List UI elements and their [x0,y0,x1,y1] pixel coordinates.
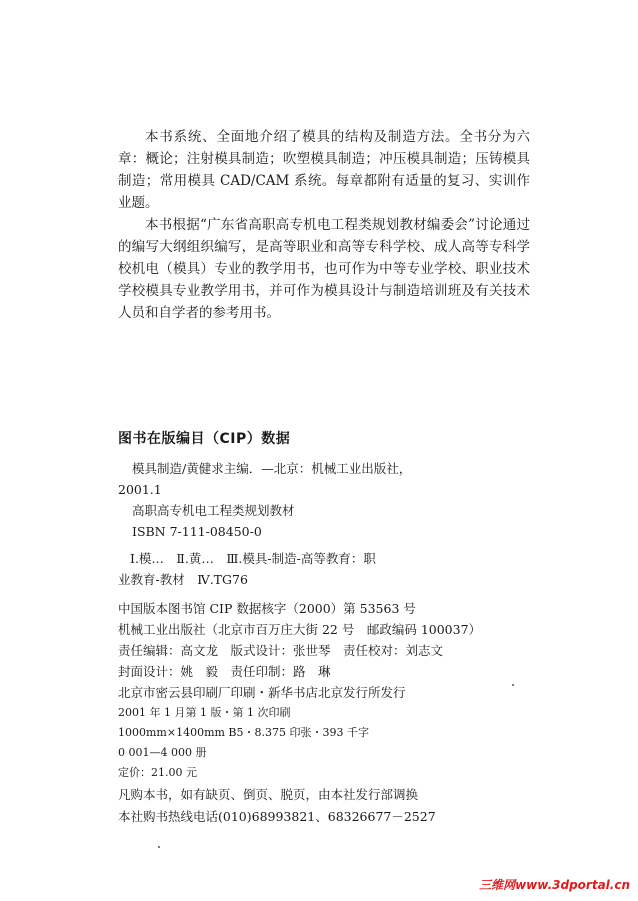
abstract-paragraph-2: 本书根据“广东省高职高专机电工程类规划教材编委会”讨论通过的编写大纲组织编写，是高等职业和高等专科学校、成人高等专科学校机电（模具）专业的教学用书，也可作为中等专业学校、职业技术学校模具专业教学用书，并可作为模具设计与制造培训班及有关技术人员和自学者的参考用书。 [118,217,530,321]
printer: 北京市密云县印刷厂印刷・新华书店北京发行所发行 [118,685,406,700]
abstract-paragraph-1: 本书系统、全面地介绍了模具的结构及制造方法。全书分为六章：概论；注射模具制造；吹塑模具制造；冲压模具制造；压铸模具制造；常用模具 CAD/CAM 系统。每章都附有适量的复习、实训作业题。 [118,129,530,211]
cip-entry [118,458,518,542]
publication-info [118,598,518,783]
cip-entry-line-1: 模具制造/黄健求主编．—北京：机械工业出版社， [132,461,412,476]
scan-speck [512,684,514,686]
cip-entry-series: 高职高专机电工程类规划教材 [132,503,295,518]
price: 定价：21.00 元 [118,766,197,779]
cip-title: 图书在版编目（CIP）数据 [118,431,291,447]
cip-entry-line-2: 2001.1 [118,482,162,497]
cip-class-line-2: 业教育-教材 Ⅳ.TG76 [118,572,248,587]
cover-designer: 封面设计：姚 毅 责任印制：路 琳 [118,664,331,679]
format: 1000mm×1400mm B5・8.375 印张・393 千字 [118,726,369,739]
abstract [118,126,530,324]
edition: 2001 年 1 月第 1 版・第 1 次印刷 [118,706,291,719]
purchase-notice [118,784,518,828]
purchase-line-2: 本社购书热线电话(010)68993821、68326677－2527 [118,809,436,824]
purchase-line-1: 凡购本书，如有缺页、倒页、脱页，由本社发行部调换 [118,787,419,802]
print-run: 0 001—4 000 册 [118,746,207,759]
editors: 责任编辑：高文龙 版式设计：张世琴 责任校对：刘志文 [118,643,444,658]
publisher: 机械工业出版社（北京市百万庄大街 22 号 邮政编码 100037） [118,622,482,637]
cip-number: 中国版本图书馆 CIP 数据核字（2000）第 53563 号 [118,601,416,616]
cip-classification [118,548,518,590]
watermark: 三维网www.3dportal.cn [479,878,630,892]
cip-class-line-1: Ⅰ.模… Ⅱ.黄… Ⅲ.模具-制造-高等教育：职 [130,551,376,566]
cip-isbn: ISBN 7-111-08450-0 [132,524,262,539]
scan-speck [158,846,160,848]
